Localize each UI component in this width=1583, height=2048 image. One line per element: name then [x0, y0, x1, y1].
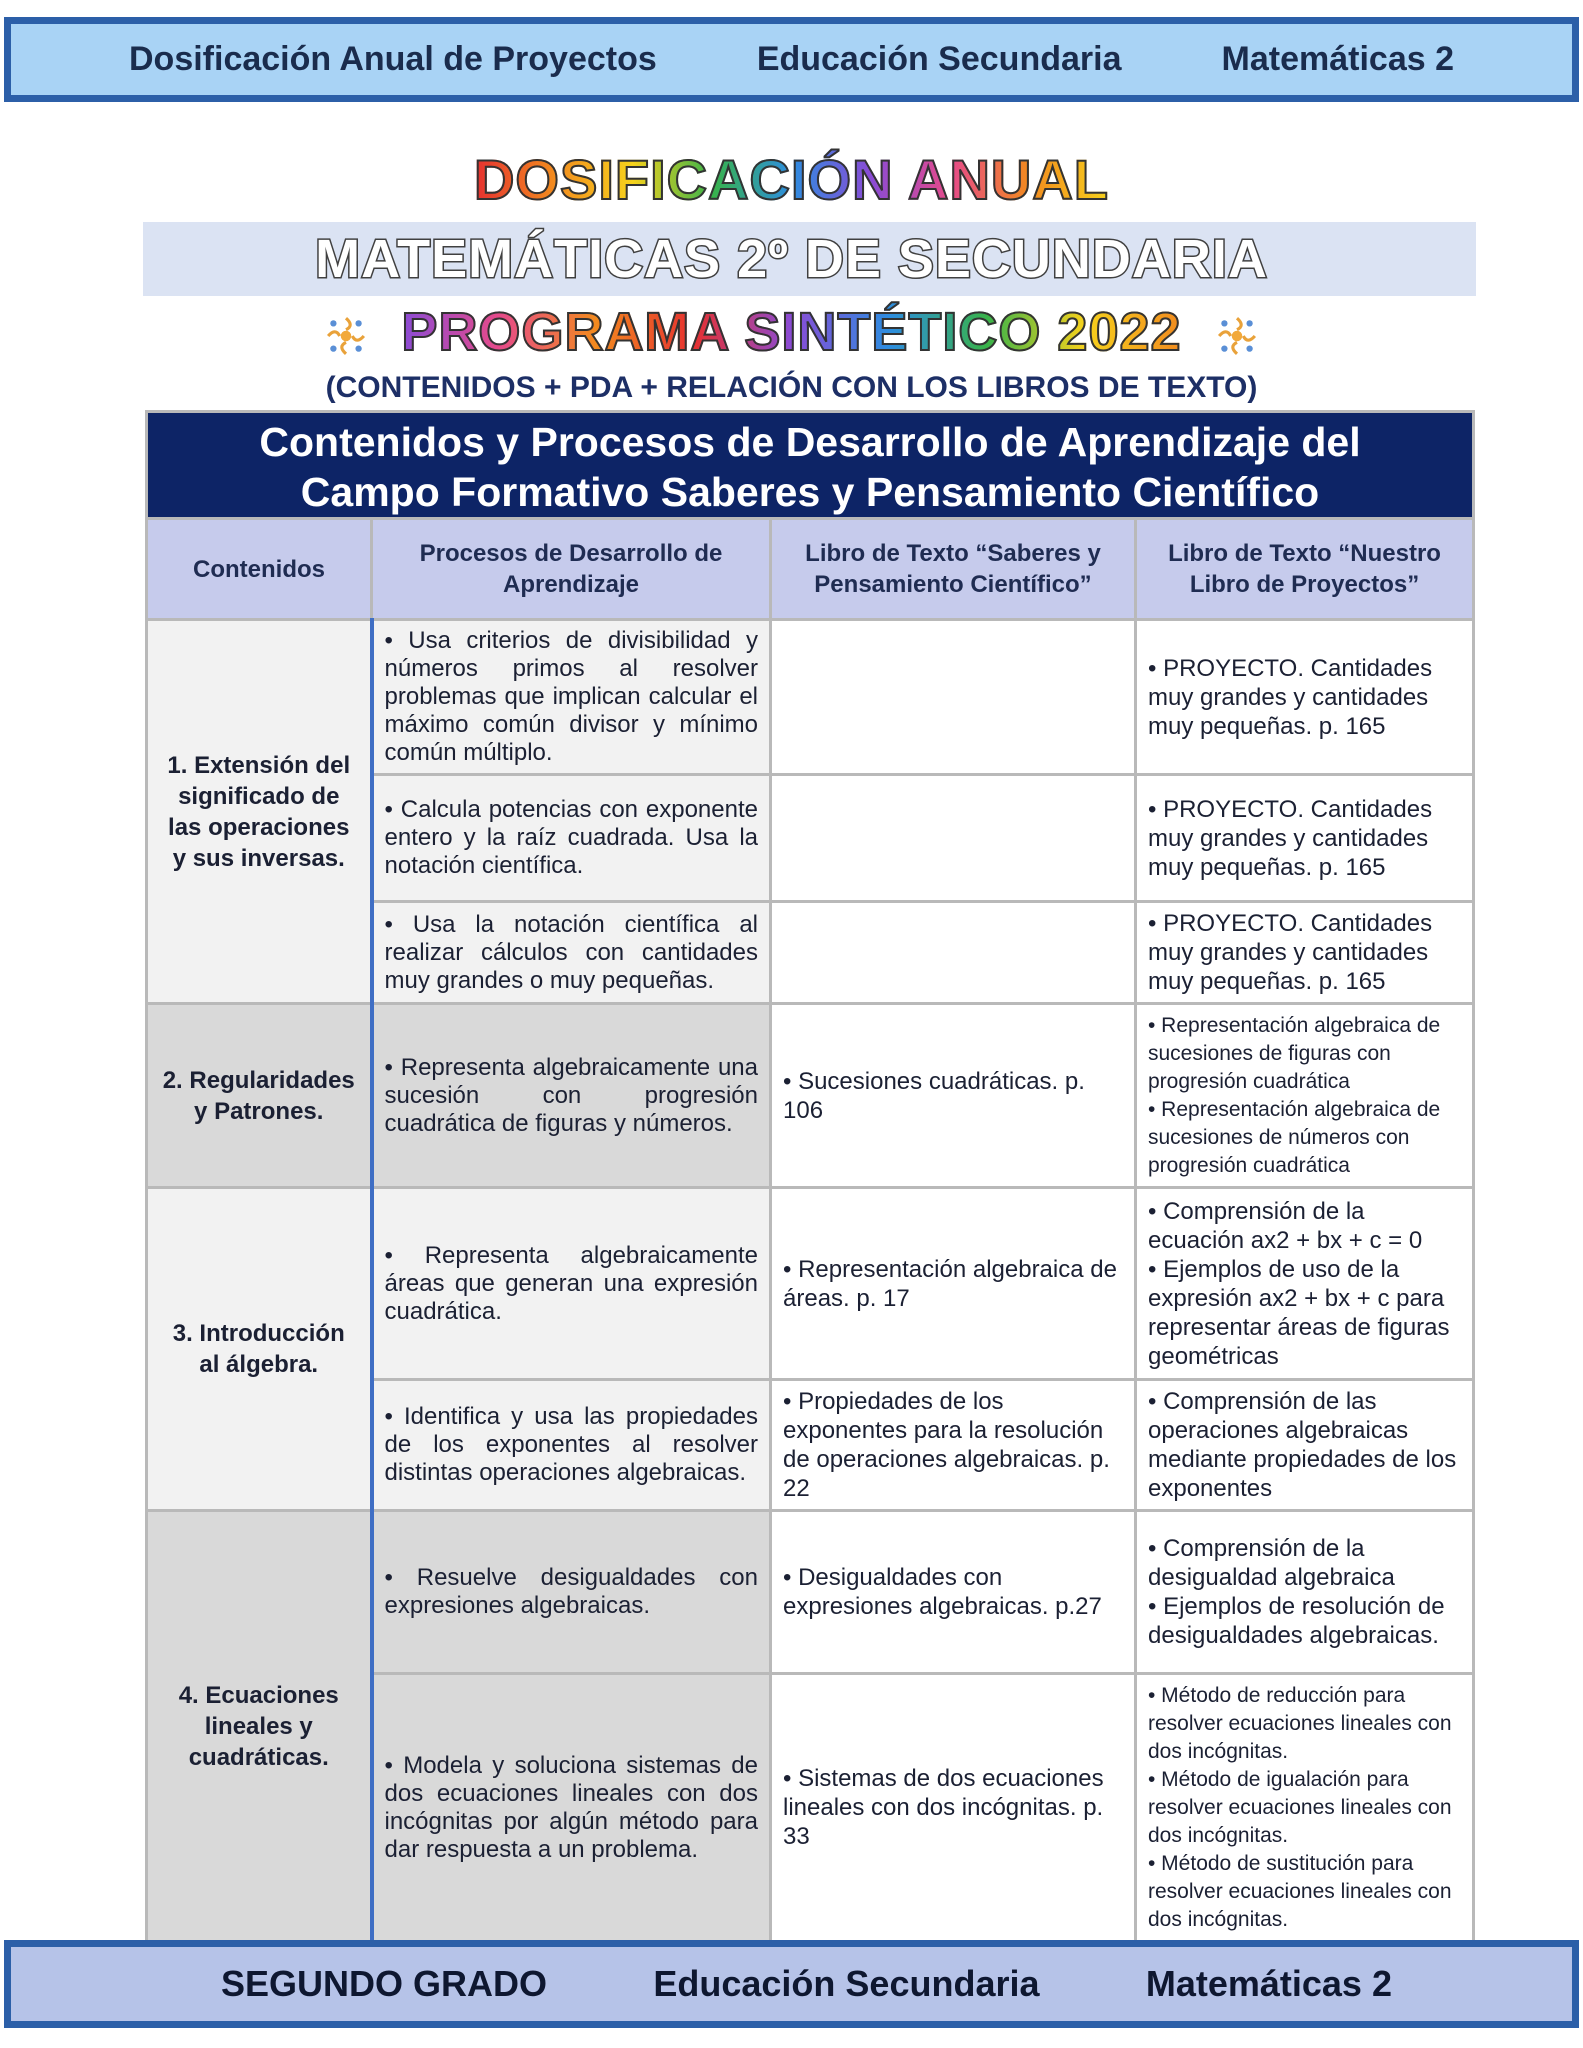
pda-cell: • Representa algebraicamente áreas que generan una expresión cuadrática.	[372, 1188, 771, 1380]
table-banner-row	[147, 412, 1474, 519]
col-header-pda: Procesos de Desarrollo de Aprendizaje	[372, 519, 771, 620]
title-line1: DOSIFICACIÓN ANUAL	[473, 148, 1109, 211]
pda-cell: • Modela y soluciona sistemas de dos ecuaciones lineales con dos incógnitas por algún método para dar respuesta a un problema.	[372, 1674, 771, 1942]
proyectos-item: • Ejemplos de uso de la expresión ax2 + bx + c para representar áreas de figuras geométricas	[1148, 1255, 1450, 1370]
contenido-1: 1. Extensión del significado de las operaciones y sus inversas.	[147, 620, 372, 1004]
flower-ornament-left-icon	[325, 315, 367, 357]
saberes-cell	[771, 902, 1136, 1004]
proyectos-cell: • PROYECTO. Cantidades muy grandes y cantidades muy pequeñas. p. 165	[1136, 620, 1474, 775]
flower-ornament-right-icon	[1216, 315, 1258, 357]
proyectos-cell: • PROYECTO. Cantidades muy grandes y cantidades muy pequeñas. p. 165	[1136, 775, 1474, 902]
table-banner	[147, 412, 1474, 519]
saberes-cell	[771, 620, 1136, 775]
pda-cell: • Calcula potencias con exponente entero y la raíz cuadrada. Usa la notación científica.	[372, 775, 771, 902]
proyectos-item: • Método de sustitución para resolver ecuaciones lineales con dos incógnitas.	[1148, 1851, 1452, 1931]
proyectos-cell	[1136, 1674, 1474, 1942]
contents-table	[145, 410, 1475, 1943]
proyectos-cell	[1136, 1004, 1474, 1188]
header-right-text: Matemáticas 2	[1221, 40, 1454, 78]
pda-cell: • Usa criterios de divisibilidad y números primos al resolver problemas que implican calcular el máximo común divisor y mínimo común múltiplo.	[372, 620, 771, 775]
table-row	[147, 1511, 1474, 1674]
page-footer	[4, 1940, 1579, 2028]
proyectos-item: • Ejemplos de resolución de desigualdades algebraicas.	[1148, 1593, 1445, 1649]
pda-cell: • Resuelve desigualdades con expresiones algebraicas.	[372, 1511, 771, 1674]
proyectos-cell	[1136, 1511, 1474, 1674]
saberes-cell: • Desigualdades con expresiones algebraicas. p.27	[771, 1511, 1136, 1674]
proyectos-cell: • PROYECTO. Cantidades muy grandes y cantidades muy pequeñas. p. 165	[1136, 902, 1474, 1004]
table-row	[147, 620, 1474, 775]
pda-cell: • Representa algebraicamente una sucesión con progresión cuadrática de figuras y números.	[372, 1004, 771, 1188]
saberes-cell: • Sistemas de dos ecuaciones lineales con dos incógnitas. p. 33	[771, 1674, 1136, 1942]
contenido-3: 3. Introducción al álgebra.	[147, 1188, 372, 1511]
banner-line2: Campo Formativo Saberes y Pensamiento Científico	[300, 469, 1320, 515]
contenido-2: 2. Regularidades y Patrones.	[147, 1004, 372, 1188]
col-header-proyectos: Libro de Texto “Nuestro Libro de Proyectos”	[1136, 519, 1474, 620]
proyectos-item: • Comprensión de la ecuación ax2 + bx + c = 0	[1148, 1197, 1423, 1254]
col-header-contenidos: Contenidos	[147, 519, 372, 620]
page-header	[4, 17, 1579, 102]
title-line2: MATEMÁTICAS 2º DE SECUNDARIA	[315, 229, 1268, 289]
contenido-4: 4. Ecuaciones lineales y cuadráticas.	[147, 1511, 372, 1942]
proyectos-item: • Método de igualación para resolver ecuaciones lineales con dos incógnitas.	[1148, 1767, 1452, 1847]
banner-line1: Contenidos y Procesos de Desarrollo de Aprendizaje del	[259, 419, 1361, 465]
saberes-cell: • Representación algebraica de áreas. p. 17	[771, 1188, 1136, 1380]
footer-left-text: SEGUNDO GRADO	[221, 1963, 548, 2004]
saberes-cell: • Sucesiones cuadráticas. p. 106	[771, 1004, 1136, 1188]
proyectos-cell: • Comprensión de las operaciones algebraicas mediante propiedades de los exponentes	[1136, 1380, 1474, 1511]
proyectos-cell	[1136, 1188, 1474, 1380]
footer-right-text: Matemáticas 2	[1145, 1963, 1392, 2004]
title-dosificacion	[0, 145, 1583, 215]
pda-cell: • Usa la notación científica al realizar cálculos con cantidades muy grandes o muy pequeñas.	[372, 902, 771, 1004]
saberes-cell: • Propiedades de los exponentes para la resolución de operaciones algebraicas. p. 22	[771, 1380, 1136, 1511]
subtitle: (CONTENIDOS + PDA + RELACIÓN CON LOS LIBROS DE TEXTO)	[325, 371, 1258, 404]
title-line3: PROGRAMA SINTÉTICO 2022	[401, 302, 1182, 362]
col-header-saberes: Libro de Texto “Saberes y Pensamiento Científico”	[771, 519, 1136, 620]
table-row	[147, 1004, 1474, 1188]
title-programa	[0, 296, 1583, 368]
proyectos-item: • Representación algebraica de sucesiones de figuras con progresión cuadrática	[1148, 1013, 1441, 1093]
pda-cell: • Identifica y usa las propiedades de los exponentes al resolver distintas operaciones algebraicas.	[372, 1380, 771, 1511]
table-header-row	[147, 519, 1474, 620]
title-matematicas	[0, 222, 1583, 296]
table-row	[147, 1188, 1474, 1380]
proyectos-item: • Método de reducción para resolver ecuaciones lineales con dos incógnitas.	[1148, 1683, 1452, 1763]
saberes-cell	[771, 775, 1136, 902]
proyectos-item: • Comprensión de la desigualdad algebraica	[1148, 1535, 1395, 1591]
footer-center-text: Educación Secundaria	[653, 1963, 1040, 2004]
header-left-text: Dosificación Anual de Proyectos	[129, 40, 657, 78]
header-center-text: Educación Secundaria	[756, 40, 1122, 78]
proyectos-item: • Representación algebraica de sucesiones de números con progresión cuadrática	[1148, 1097, 1441, 1177]
